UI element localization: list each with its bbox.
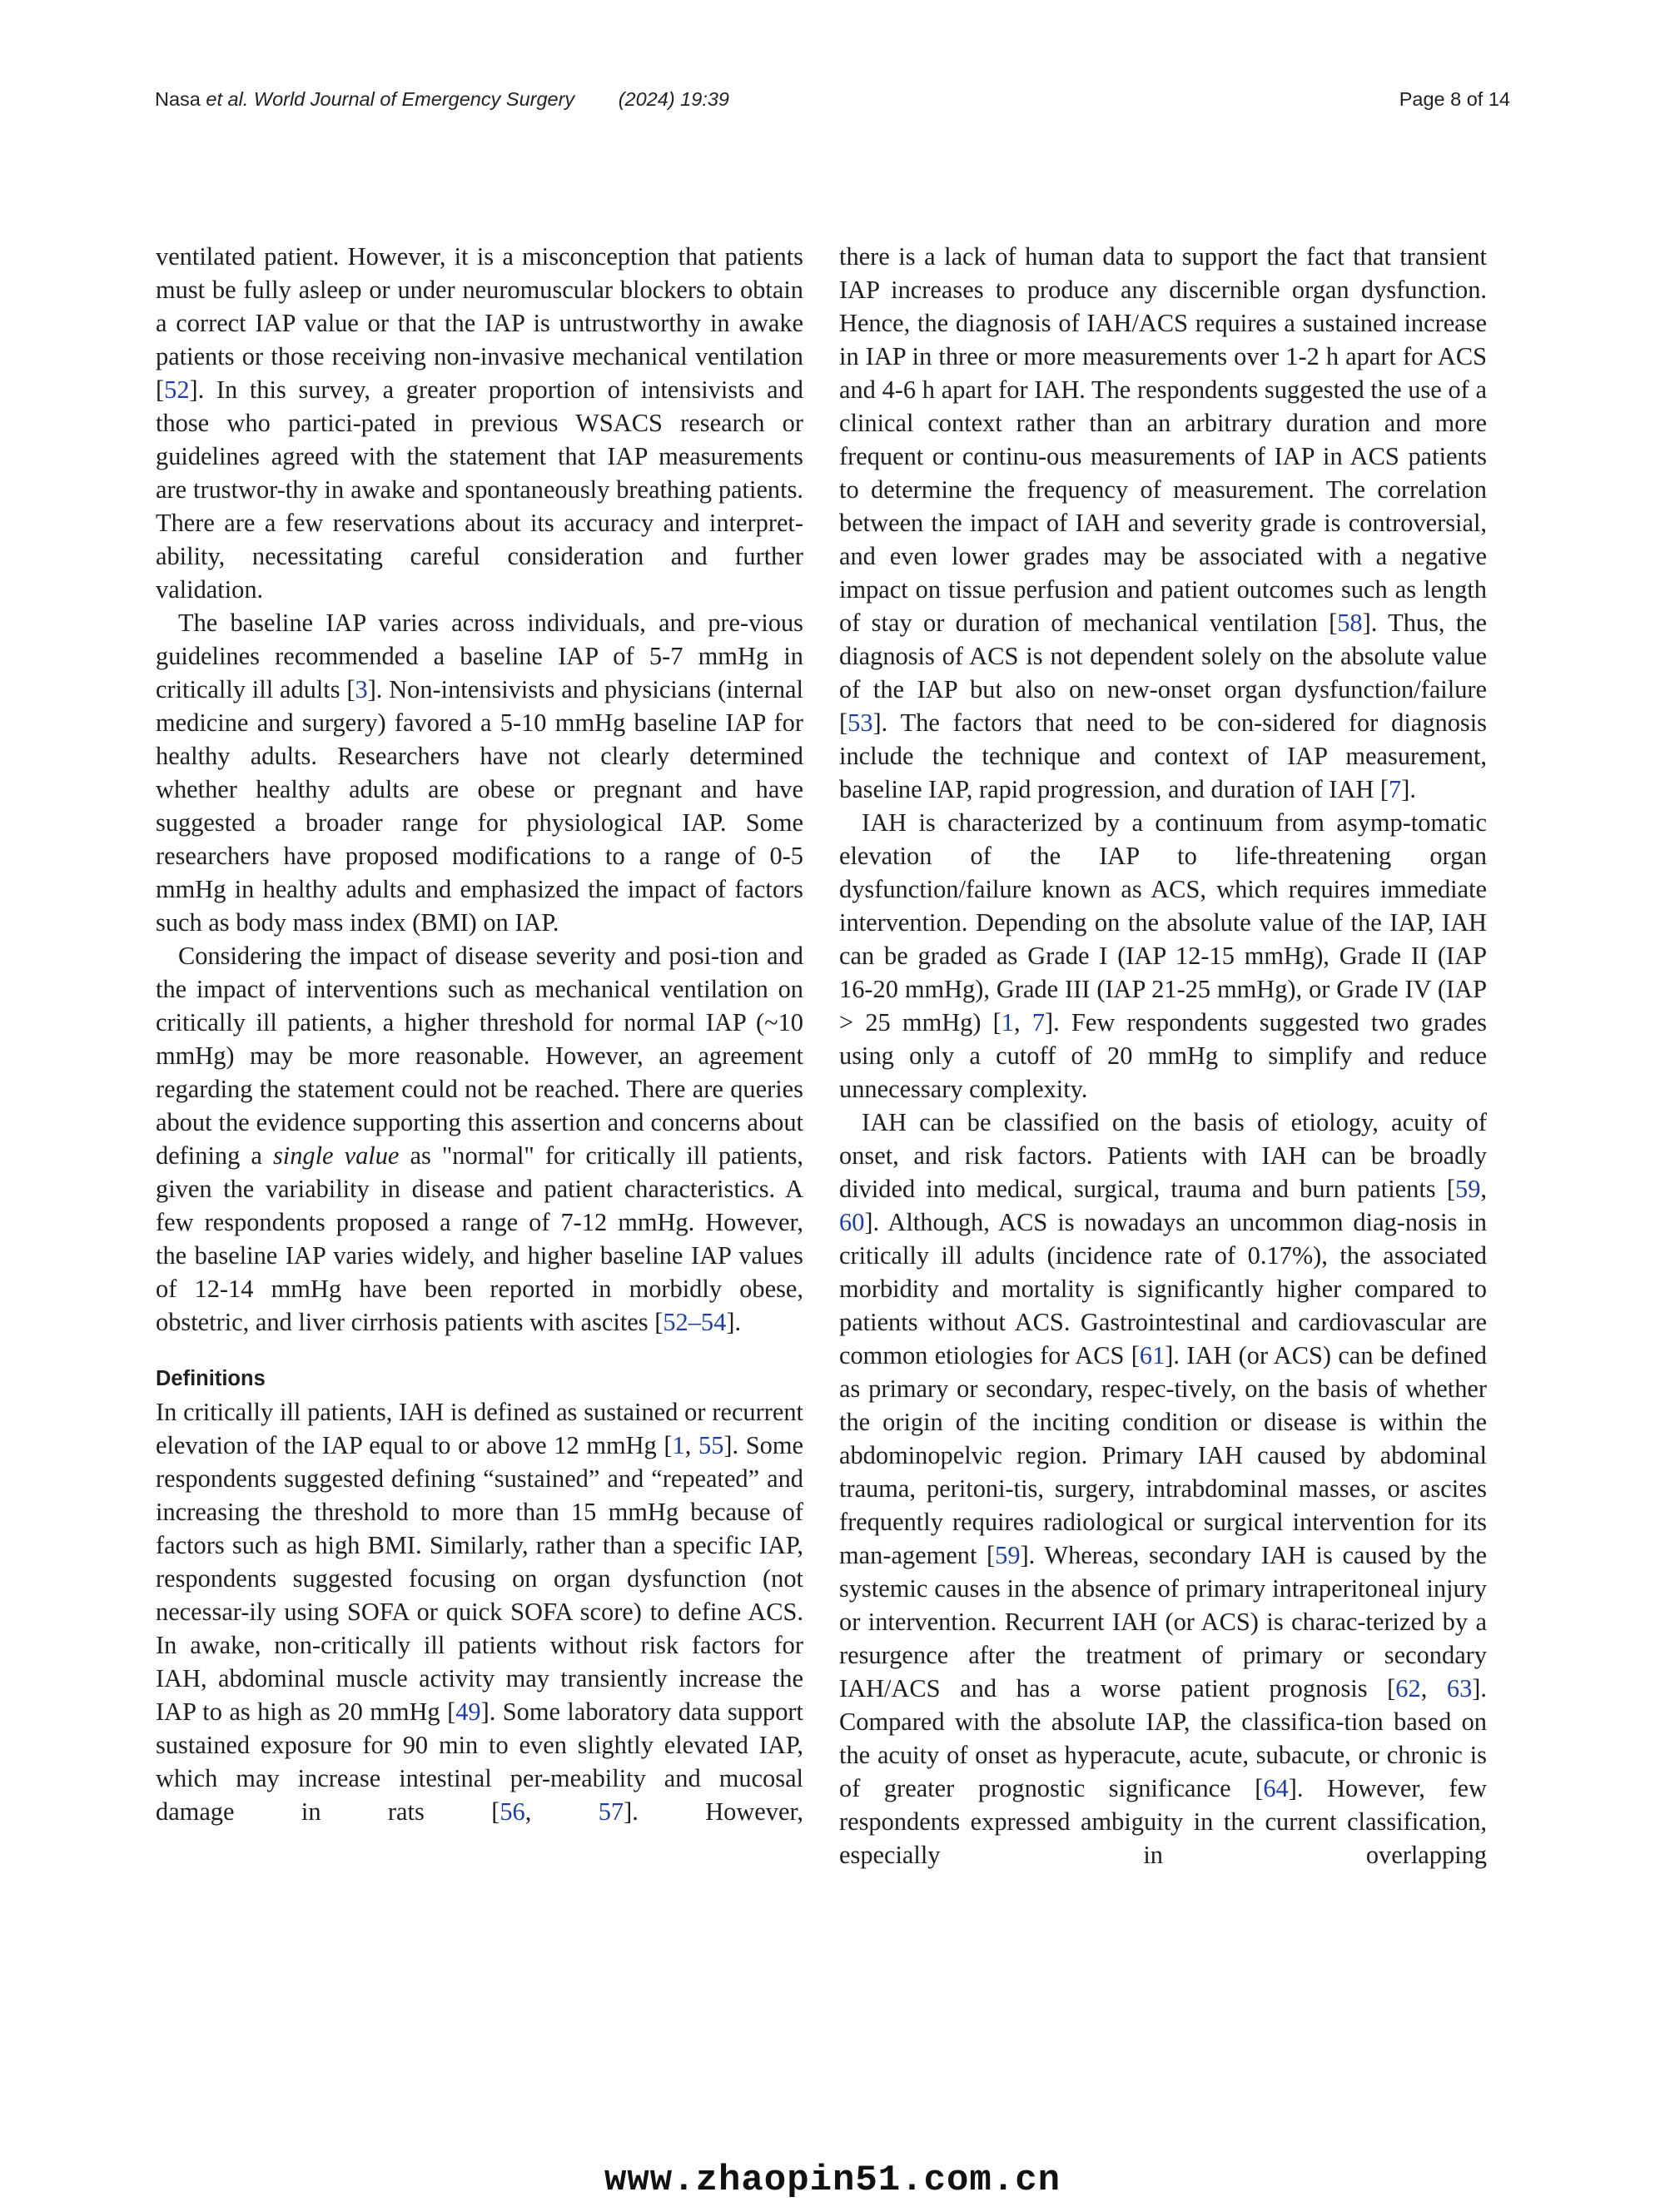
citation-link[interactable]: 57	[598, 1797, 624, 1826]
citation-link[interactable]: 3	[355, 675, 368, 703]
text-run: ].	[1401, 775, 1416, 803]
text-run: there is a lack of human data to support the fact that transient IAP increases to produce any discernible organ dysfunction. Hence, the diagnosis of IAH/ACS requires a sustained increase in IAP in three or more measurements over 1-2 h apart for ACS and 4-6 h apart for IAH. The respondents suggested the use of a clinical context rather than an arbitrary duration and more frequent or continu-ous measurements of IAP in ACS patients to determine the frequency of measurement. The correlation between the impact of IAH and severity grade is controversial, and even lower grades may be associated with a negative impact on tissue perfusion and patient outcomes such as length of stay or duration of mechanical ventilation [	[839, 242, 1487, 637]
text-run: ]. IAH (or ACS) can be defined as primary or secondary, respec-tively, on the basis of whether the origin of the inciting condition or disease is within the abdominopelvic region. Primary IAH caused by abdominal trauma, peritoni-tis, surgery, intrabdominal masses, or ascites frequently requires radiological or surgical intervention for its man-agement [	[839, 1341, 1488, 1569]
text-run: ].	[726, 1308, 742, 1336]
citation-link[interactable]: 7	[1389, 775, 1402, 803]
text-run: IAH can be classified on the basis of etiology, acuity of onset, and risk factors. Patients with IAH can be broadly divided into medical, surgical, trauma and burn patients [	[839, 1108, 1487, 1203]
paragraph	[156, 606, 803, 939]
header-journal: et al. World Journal of Emergency Surgery	[206, 88, 575, 110]
text-run: ]. Some respondents suggested defining “sustained” and “repeated” and increasing the threshold to more than 15 mmHg because of factors such as high BMI. Similarly, rather than a specific IAP, respondents suggested focusing on organ dysfunction (not necessar-ily using SOFA or quick SOFA score) to define ACS. In awake, non-critically ill patients without risk factors for IAH, abdominal muscle activity may transiently increase the IAP to as high as 20 mmHg [	[156, 1431, 803, 1726]
citation-link[interactable]: 61	[1139, 1341, 1166, 1369]
text-run: ]. Non-intensivists and physicians (internal medicine and surgery) favored a 5-10 mmHg baseline IAP for healthy adults. Researchers have not clearly determined whether healthy adults are obese or pregnant and have suggested a broader range for physiological IAP. Some researchers have proposed modifications to a range of 0-5 mmHg in healthy adults and emphasized the impact of factors such as body mass index (BMI) on IAP.	[156, 675, 803, 937]
text-run: ,	[684, 1431, 698, 1459]
citation-link[interactable]: 55	[698, 1431, 724, 1459]
text-run: ]. Whereas, secondary IAH is caused by the systemic causes in the absence of primary intraperitoneal injury or intervention. Recurrent IAH (or ACS) is charac-terized by a resurgence after the treatment of primary or secondary IAH/ACS and has a worse patient prognosis [	[839, 1541, 1487, 1702]
running-header	[155, 88, 1510, 122]
citation-link[interactable]: 60	[839, 1208, 865, 1236]
left-column	[156, 240, 803, 1828]
text-run: ,	[1480, 1175, 1487, 1203]
text-run: Considering the impact of disease severity and posi-tion and the impact of interventions such as mechanical ventilation on critically ill patients, a higher threshold for normal IAP (~10 mmHg) may be more reasonable. However, an agreement regarding the statement could not be reached. There are queries about the evidence supporting this assertion and concerns about defining a	[156, 942, 803, 1170]
citation-link[interactable]: 52–54	[663, 1308, 727, 1336]
header-year-volume: (2024) 19:39	[618, 88, 729, 110]
text-run: ]. Compared with the absolute IAP, the classifica-tion based on the acuity of onset as hyperacute, acute, subacute, or chronic is of greater prognostic significance [	[839, 1674, 1487, 1802]
text-run: ]. However,	[624, 1797, 803, 1826]
citation-link[interactable]: 53	[847, 708, 873, 737]
citation-link[interactable]: 58	[1337, 609, 1363, 637]
paragraph	[839, 240, 1487, 806]
header-page-number: Page 8 of 14	[1399, 88, 1510, 110]
citation-link[interactable]: 64	[1263, 1774, 1289, 1802]
paragraph	[839, 806, 1487, 1106]
paragraph	[156, 240, 803, 606]
text-run: ]. Some laboratory data support sustained exposure for 90 min to even slightly elevated IAP, which may increase intestinal per-meability and mucosal damage in rats [	[156, 1698, 803, 1826]
citation-link[interactable]: 59	[1455, 1175, 1481, 1203]
text-run: ]. However, few respondents expressed ambiguity in the current classification, especially in overlapping	[839, 1774, 1487, 1869]
paragraph	[156, 939, 803, 1339]
text-run: ,	[524, 1797, 599, 1826]
text-run: The baseline IAP varies across individuals, and pre-vious guidelines recommended a baseline IAP of 5-7 mmHg in critically ill adults [	[156, 609, 803, 703]
text-run: ]. Few respondents suggested two grades using only a cutoff of 20 mmHg to simplify and reduce unnecessary complexity.	[839, 1008, 1488, 1103]
text-run: ]. Although, ACS is nowadays an uncommon diag-nosis in critically ill adults (incidence rate of 0.17%), the associated morbidity and mortality is significantly higher compared to patients without ACS. Gastrointestinal and cardiovascular are common etiologies for ACS [	[839, 1208, 1487, 1369]
citation-link[interactable]: 56	[500, 1797, 525, 1826]
citation-link[interactable]: 1	[672, 1431, 685, 1459]
paragraph	[839, 1106, 1487, 1872]
text-run: as "normal" for critically ill patients, given the variability in disease and patient characteristics. A few respondents proposed a range of 7-12 mmHg. However, the baseline IAP varies widely, and higher baseline IAP values of 12-14 mmHg have been reported in morbidly obese, obstetric, and liver cirrhosis patients with ascites [	[156, 1141, 803, 1336]
text-run: ]. Thus, the diagnosis of ACS is not dependent solely on the absolute value of the IAP but also on new-onset organ dysfunction/failure [	[839, 609, 1487, 737]
text-run: ]. In this survey, a greater proportion of intensivists and those who partici-pated in previous WSACS research or guidelines agreed with the statement that IAP measurements are trustwor-thy in awake and spontaneously breathing patients. There are a few reservations about its accuracy and interpret-ability, necessitating careful consideration and further validation.	[156, 375, 803, 604]
header-citation	[155, 88, 729, 111]
citation-link[interactable]: 63	[1446, 1674, 1473, 1702]
citation-link[interactable]: 49	[455, 1698, 481, 1726]
right-column	[839, 240, 1487, 1872]
text-run: ventilated patient. However, it is a misconception that patients must be fully asleep or under neuromuscular blockers to obtain a correct IAP value or that the IAP is untrustworthy in awake patients or those receiving non-invasive mechanical ventilation [	[156, 242, 803, 404]
text-run: IAH is characterized by a continuum from asymp-tomatic elevation of the IAP to life-threatening organ dysfunction/failure known as ACS, which requires immediate intervention. Depending on the absolute value of the IAP, IAH can be graded as Grade I (IAP 12-15 mmHg), Grade II (IAP 16-20 mmHg), Grade III (IAP 21-25 mmHg), or Grade IV (IAP > 25 mmHg) [	[839, 808, 1487, 1036]
text-run: ]. The factors that need to be con-sidered for diagnosis include the technique and context of IAP measurement, baseline IAP, rapid progression, and duration of IAH [	[839, 708, 1487, 803]
text-run: ,	[1420, 1674, 1447, 1702]
citation-link[interactable]: 52	[164, 375, 190, 404]
citation-link[interactable]: 62	[1395, 1674, 1421, 1702]
watermark-url: www.zhaopin51.com.cn	[604, 2160, 1061, 2201]
text-run: In critically ill patients, IAH is defined as sustained or recurrent elevation of the IAP equal to or above 12 mmHg [	[156, 1398, 803, 1459]
emphasis-text: single value	[272, 1141, 400, 1170]
text-run: ,	[1014, 1008, 1032, 1036]
section-heading: Definitions	[156, 1367, 266, 1390]
paragraph	[156, 1395, 803, 1828]
citation-link[interactable]: 1	[1001, 1008, 1014, 1036]
header-authors: Nasa	[155, 88, 201, 110]
citation-link[interactable]: 7	[1031, 1008, 1046, 1036]
citation-link[interactable]: 59	[995, 1541, 1021, 1569]
